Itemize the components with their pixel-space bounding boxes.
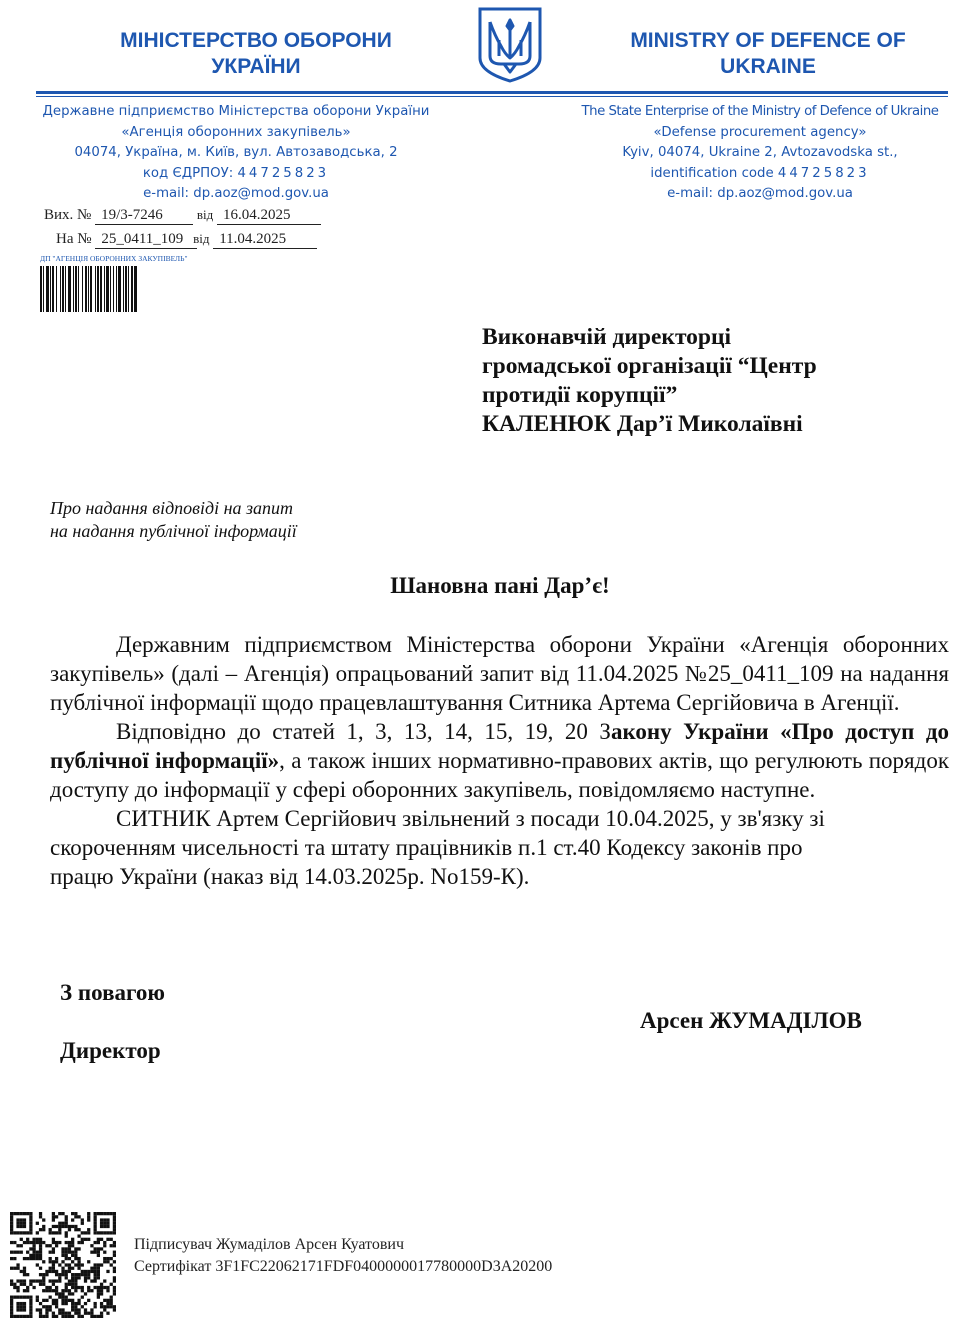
body-paragraph-2-end: , а також інших нормативно-правових актів, що регулюють порядок доступу до інформації у сфері оборонних закупівель, повідомляємо наступне. (50, 748, 950, 802)
addressee-line1: Виконавчій директорці (482, 324, 732, 350)
requisites-en-line4 (560, 164, 960, 185)
e-signature-signer: Підписувач Жумаділов Арсен Куатович (134, 1236, 404, 1253)
requisites-ua-line5: e-mail: dp.aoz@mod.gov.ua (143, 186, 329, 201)
outgoing-date: 16.04.2025 (217, 207, 321, 225)
addressee-line3: протидії корупції” (482, 382, 678, 408)
body-paragraph-3-line1: СИТНИК Артем Сергійович звільнений з посади 10.04.2025, у зв'язку зі (116, 806, 825, 831)
e-signature-certificate: Сертифікат 3F1FC22062171FDF0400000017780000D3A20200 (134, 1258, 553, 1275)
body-paragraph-3 (50, 804, 949, 891)
body-paragraph-2-start: Відповідно до статей 1, 3, 13, 14, 15, 19, 20 З (116, 719, 611, 744)
body-paragraph-2 (50, 717, 949, 804)
addressee-line2: громадської організації “Центр (482, 353, 817, 379)
closing-phrase: З повагою (60, 980, 165, 1005)
barcode-icon (40, 266, 220, 312)
body-paragraph-1: Державним підприємством Міністерства оборони України «Агенція оборонних закупівель» (далі – Агенція) опрацьований запит від 11.04.2025 №25_0411_109 на надання публічної інформації щодо працевлаштування Ситника Артема Сергійовича в Агенції. (50, 632, 949, 715)
law-title: акону України «Про доступ до публічної інформації» (50, 719, 949, 773)
barcode-label: ДП "АГЕНЦІЯ ОБОРОННИХ ЗАКУПІВЕЛЬ" (40, 254, 188, 263)
trident-emblem-icon (477, 6, 543, 84)
addressee (482, 323, 932, 439)
signatory-position: Директор (60, 1038, 161, 1063)
requisites-en-line2: «Defense procurement agency» (653, 124, 867, 140)
body-paragraph-3-line3: працю України (наказ від 14.03.2025р. No159-К). (50, 864, 530, 889)
outgoing-number: 19/3-7246 (95, 207, 193, 225)
requisites-en (560, 102, 960, 205)
outgoing-date-label: від (196, 207, 214, 222)
incoming-number: 25_0411_109 (95, 231, 197, 249)
addressee-line4: КАЛЕНЮК Дар’ї Миколаївні (482, 411, 803, 437)
identification-code: 44725823 (777, 165, 870, 181)
e-signature-info (134, 1234, 694, 1278)
signatory-name: Арсен ЖУМАДІЛОВ (640, 1008, 862, 1033)
outgoing-number-label: Вих. № (44, 207, 92, 223)
outgoing-number-row (44, 207, 344, 227)
subject (50, 497, 450, 542)
ministry-name-en (612, 28, 924, 80)
header-divider (36, 91, 948, 94)
requisites-ua-line4 (36, 164, 436, 185)
requisites-ua-line1: Державне підприємство Міністерства оборони України (42, 104, 430, 119)
requisites-ua-line2: «Агенція оборонних закупівель» (121, 124, 351, 140)
subject-line1: Про надання відповіді на запит (50, 498, 294, 518)
ministry-name-ua (100, 28, 412, 80)
ministry-name-ua-line1: МІНІСТЕРСТВО ОБОРОНИ (120, 29, 392, 52)
requisites-ua (36, 102, 436, 205)
incoming-number-row (56, 231, 346, 251)
greeting: Шановна пані Дар’є! (390, 573, 610, 598)
body-paragraph-3-line2: скороченням чисельності та штату працівників п.1 ст.40 Кодексу законів про (50, 835, 803, 860)
requisites-en-line5: e-mail: dp.aoz@mod.gov.ua (667, 186, 853, 201)
identification-code-label: identification code (650, 165, 774, 181)
incoming-date: 11.04.2025 (213, 231, 317, 249)
qr-code-icon (10, 1212, 116, 1318)
header-divider-thin (36, 96, 948, 97)
ministry-name-ua-line2: УКРАЇНИ (211, 55, 301, 78)
requisites-en-line1: The State Enterprise of the Ministry of Defence of Ukraine (581, 104, 939, 119)
incoming-number-label: На № (56, 231, 92, 247)
letter-body (50, 630, 949, 891)
incoming-date-label: від (193, 231, 210, 246)
ministry-name-en-line1: MINISTRY OF DEFENCE OF (630, 29, 906, 52)
edrpou-label: код ЄДРПОУ: (142, 165, 234, 181)
edrpou-code: 44725823 (237, 165, 330, 181)
ministry-name-en-line2: UKRAINE (720, 55, 816, 78)
subject-line2: на надання публічної інформації (50, 520, 297, 541)
requisites-en-line3: Kyiv, 04074, Ukraine 2, Avtozavodska st., (622, 145, 898, 160)
requisites-ua-line3: 04074, Україна, м. Київ, вул. Автозаводська, 2 (74, 145, 398, 160)
